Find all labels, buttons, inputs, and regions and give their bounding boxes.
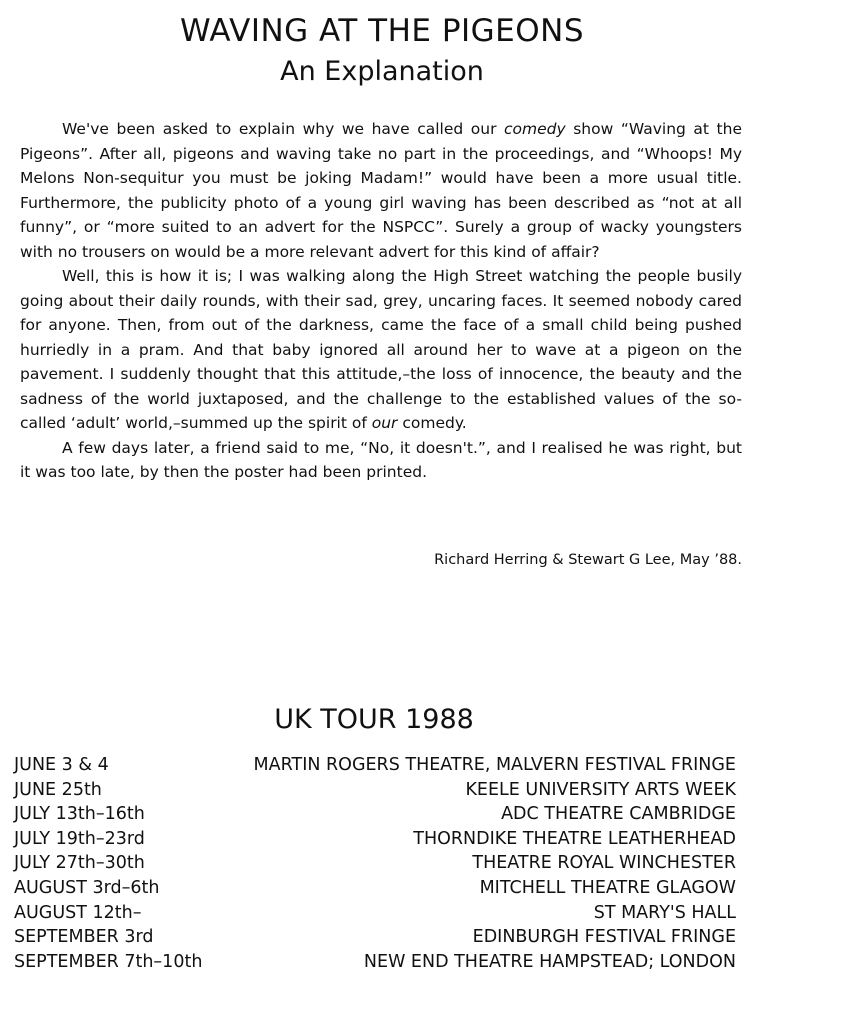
tour-row [14, 925, 736, 950]
tour-date: JUNE 3 & 4 [14, 755, 109, 775]
text-run: show “Waving at the Pigeons”. After all, pigeons and waving take no part in the proceedings, and “Whoops! My Melons Non-sequitur you must be joking Madam!” would have been a more usual title. Furthermore, the publicity photo of a young girl waving has been described as “not at all funny”, or “more suited to an advert for the NSPCC”. Surely a group of wacky youngsters with no trousers on would be a more relevant advert for this kind of affair? [20, 120, 742, 261]
tour-row [14, 802, 736, 827]
tour-row [14, 901, 736, 926]
paragraph-3: A few days later, a friend said to me, “No, it doesn't.”, and I realised he was right, but it was too late, by then the poster had been printed. [20, 438, 742, 481]
tour-row [14, 753, 736, 778]
tour-date: AUGUST 12th– [14, 902, 142, 923]
tour-date: JUNE 25th [14, 779, 102, 800]
page-subtitle: An Explanation [280, 56, 484, 87]
paragraph-2 [20, 264, 742, 436]
tour-date: AUGUST 3rd–6th [14, 877, 160, 898]
tour-date: JULY 27th–30th [14, 853, 145, 874]
tour-venue: EDINBURGH FESTIVAL FRINGE [472, 927, 736, 948]
paragraph-1 [20, 117, 742, 264]
emphasis-our: our [371, 414, 398, 432]
text-run: Well, this is how it is; I was walking along the High Street watching the people busily going about their daily rounds, with their sad, grey, uncaring faces. It seemed nobody cared for anyone. Then, from out of the darkness, came the face of a small child being pushed hurriedly in a pram. And that baby ignored all around her to wave at a pigeon on the pavement. I suddenly thought that this attitude,–the loss of innocence, the beauty and the sadness of the world juxtaposed, and the challenge to the established values of the so-called ‘adult’ world,–summed up the spirit of [20, 267, 742, 432]
tour-venue: NEW END THEATRE HAMPSTEAD; LONDON [363, 951, 736, 972]
tour-date: JULY 13th–16th [14, 804, 145, 825]
page-title: WAVING AT THE PIGEONS [179, 13, 585, 49]
tour-row [14, 876, 736, 901]
tour-date: JULY 19th–23rd [14, 828, 145, 849]
text-run: our [470, 120, 497, 138]
tour-title: UK TOUR 1988 [274, 704, 474, 735]
tour-date: SEPTEMBER 3rd [14, 927, 154, 948]
tour-venue: ADC THEATRE CAMBRIDGE [501, 804, 736, 825]
tour-row [14, 827, 736, 852]
tour-venue: THEATRE ROYAL WINCHESTER [472, 853, 736, 874]
tour-row [14, 778, 736, 803]
text-run [496, 120, 504, 138]
tour-date: SEPTEMBER 7th–10th [14, 951, 203, 972]
text-run: comedy. [397, 414, 467, 432]
tour-row [14, 950, 736, 975]
tour-venue: MARTIN ROGERS THEATRE, MALVERN FESTIVAL FRINGE [253, 755, 736, 775]
tour-venue: MITCHELL THEATRE GLAGOW [479, 877, 736, 898]
tour-venue: ST MARY'S HALL [593, 902, 736, 923]
signature: Richard Herring & Stewart G Lee, May ’88. [434, 552, 742, 568]
explanation-text [20, 117, 742, 485]
tour-venue: KEELE UNIVERSITY ARTS WEEK [465, 779, 736, 800]
tour-dates-list [14, 753, 736, 974]
tour-row [14, 851, 736, 876]
text-run: We've been asked to explain why we have called [62, 120, 471, 138]
tour-venue: THORNDIKE THEATRE LEATHERHEAD [413, 828, 736, 849]
emphasis-comedy: comedy [504, 120, 566, 138]
